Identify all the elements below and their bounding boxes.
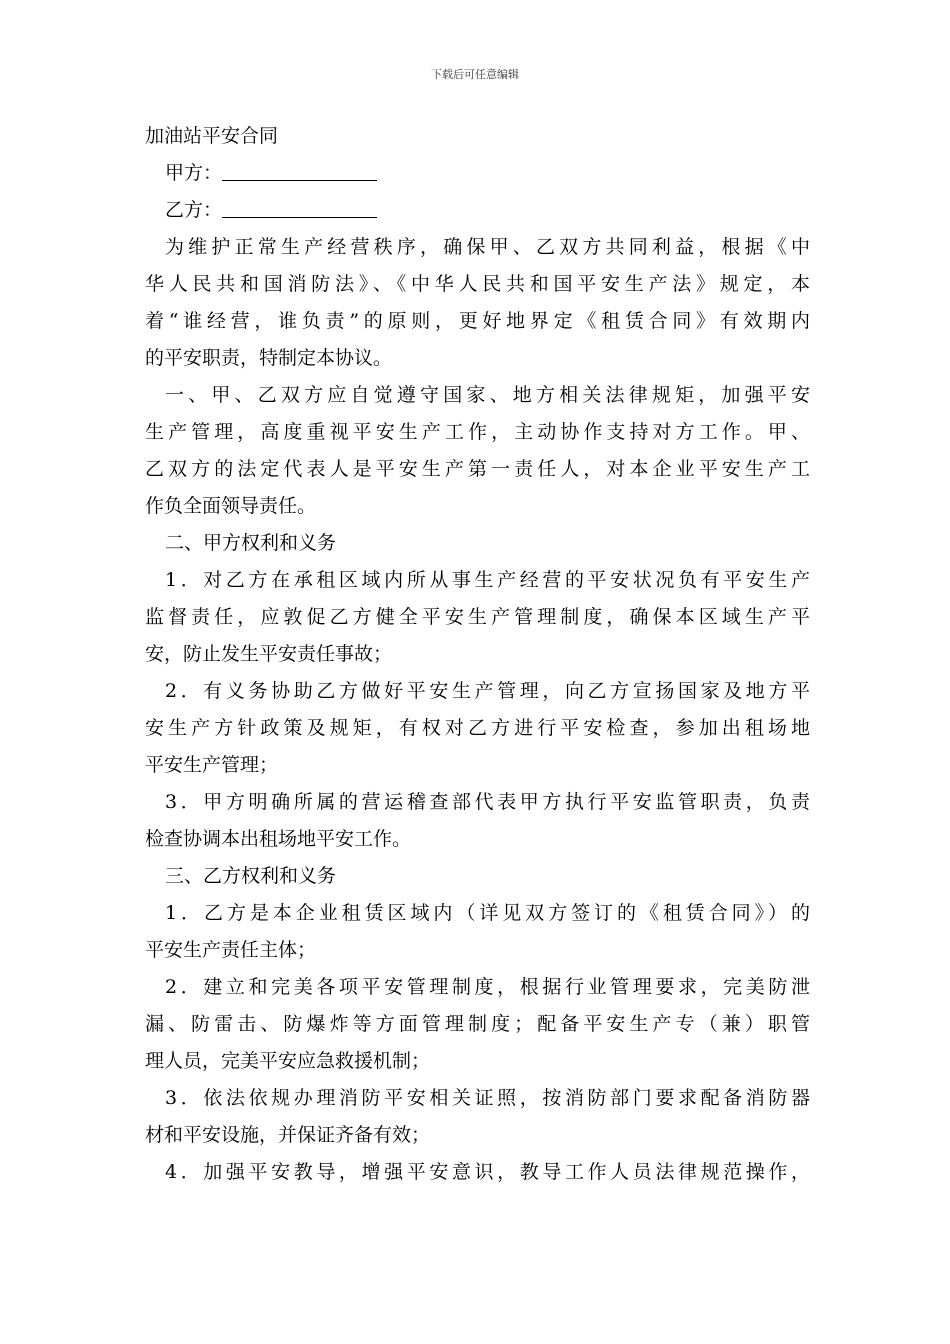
paragraph-line: 的平安职责，特制定本协议。 bbox=[145, 347, 393, 369]
paragraph-line: 1．对乙方在承租区域内所从事生产经营的平安状况负有平安生产 bbox=[165, 569, 810, 591]
party-b-label: 乙方： bbox=[165, 199, 223, 221]
paragraph-line: 监督责任，应敦促乙方健全平安生产管理制度，确保本区域生产平 bbox=[145, 606, 810, 628]
paragraph-line: 2．建立和完美各项平安管理制度，根据行业管理要求，完美防泄 bbox=[165, 976, 810, 998]
section-heading: 三、乙方权利和义务 bbox=[165, 865, 337, 887]
paragraph-line: 1．乙方是本企业租赁区域内（详见双方签订的《租赁合同》）的 bbox=[165, 902, 810, 924]
paragraph-line: 3．依法依规办理消防平安相关证照，按消防部门要求配备消防器 bbox=[165, 1087, 810, 1109]
paragraph-line: 作负全面领导责任。 bbox=[145, 495, 317, 517]
paragraph-line: 华人民共和国消防法》、《中华人民共和国平安生产法》规定，本 bbox=[145, 273, 810, 295]
paragraph-line: 着“谁经营，谁负责”的原则，更好地界定《租赁合同》有效期内 bbox=[145, 310, 810, 332]
paragraph-line: 安生产方针政策及规矩，有权对乙方进行平安检查，参加出租场地 bbox=[145, 717, 810, 739]
paragraph-line: 4．加强平安教导，增强平安意识，教导工作人员法律规范操作， bbox=[165, 1161, 810, 1183]
paragraph-line: 2．有义务协助乙方做好平安生产管理，向乙方宣扬国家及地方平 bbox=[165, 680, 810, 702]
paragraph-line: 3．甲方明确所属的营运稽查部代表甲方执行平安监管职责，负责 bbox=[165, 791, 810, 813]
paragraph-line: 漏、防雷击、防爆炸等方面管理制度；配备平安生产专（兼）职管 bbox=[145, 1013, 810, 1035]
paragraph-line: 为维护正常生产经营秩序，确保甲、乙双方共同利益，根据《中 bbox=[165, 236, 810, 258]
paragraph-line: 一、甲、乙双方应自觉遵守国家、地方相关法律规矩，加强平安 bbox=[165, 384, 810, 406]
paragraph-line: 平安生产管理； bbox=[145, 754, 279, 776]
party-a-blank bbox=[222, 158, 377, 181]
party-a-line bbox=[145, 155, 810, 192]
document-title: 加油站平安合同 bbox=[145, 125, 279, 147]
party-a-label: 甲方： bbox=[165, 162, 223, 184]
paragraph-line: 生产管理，高度重视平安生产工作，主动协作支持对方工作。甲、 bbox=[145, 421, 810, 443]
paragraph-line: 检查协调本出租场地平安工作。 bbox=[145, 828, 412, 850]
party-b-line bbox=[145, 192, 810, 229]
section-heading: 二、甲方权利和义务 bbox=[165, 532, 337, 554]
document-body bbox=[145, 118, 810, 1191]
paragraph-line: 安，防止发生平安责任事故； bbox=[145, 643, 393, 665]
paragraph-line: 材和平安设施，并保证齐备有效； bbox=[145, 1124, 431, 1146]
paragraph-line: 乙双方的法定代表人是平安生产第一责任人，对本企业平安生产工 bbox=[145, 458, 810, 480]
paragraph-line: 平安生产责任主体； bbox=[145, 939, 317, 961]
header-note: 下载后可任意编辑 bbox=[431, 68, 519, 81]
paragraph-line: 理人员，完美平安应急救援机制； bbox=[145, 1050, 431, 1072]
party-b-blank bbox=[222, 195, 377, 218]
